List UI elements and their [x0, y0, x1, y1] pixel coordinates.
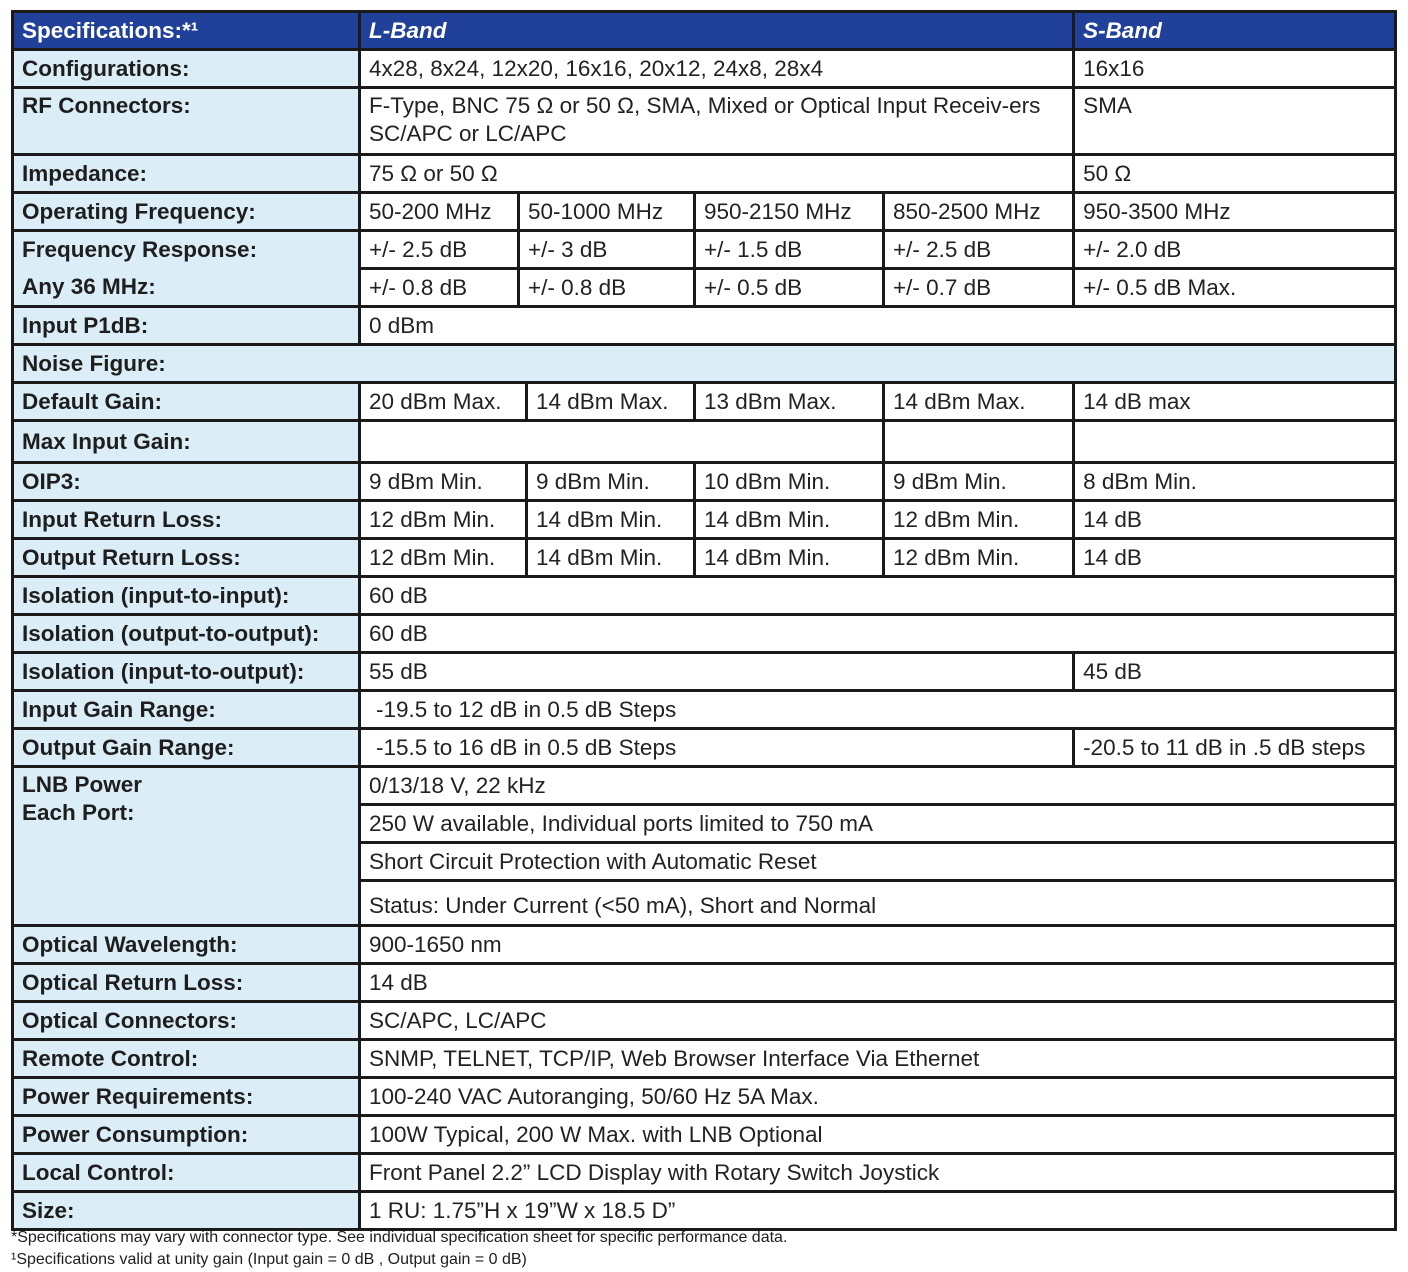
value-cell: 60 dB — [360, 577, 1396, 615]
row-label: Optical Connectors: — [13, 1002, 360, 1040]
value-cell: -19.5 to 12 dB in 0.5 dB Steps — [360, 691, 1396, 729]
value-cell: 100-240 VAC Autoranging, 50/60 Hz 5A Max. — [360, 1078, 1396, 1116]
row-label: RF Connectors: — [13, 88, 360, 155]
value-cell: +/- 0.8 dB — [519, 269, 695, 307]
row-label: Max Input Gain: — [13, 421, 360, 463]
value-cell: 50-1000 MHz — [519, 193, 695, 231]
row-label: Remote Control: — [13, 1040, 360, 1078]
table-row — [13, 307, 1396, 345]
value-cell: 14 dBm Max. — [884, 383, 1074, 421]
value-cell: 0 dBm — [360, 307, 1396, 345]
l-band-value: 4x28, 8x24, 12x20, 16x16, 20x12, 24x8, 28x4 — [360, 50, 1074, 88]
row-label: Input Return Loss: — [13, 501, 360, 539]
row-label: Optical Return Loss: — [13, 964, 360, 1002]
value-cell: 900-1650 nm — [360, 926, 1396, 964]
table-row — [13, 501, 1396, 539]
value-cell — [884, 421, 1074, 463]
table-row — [13, 767, 1396, 805]
value-cell: 12 dBm Min. — [884, 501, 1074, 539]
value-cell: 20 dBm Max. — [360, 383, 527, 421]
footnote: *Specifications may vary with connector type. See individual specification sheet for specific performance data. — [11, 1229, 788, 1246]
table-row — [13, 577, 1396, 615]
l-band-value: -15.5 to 16 dB in 0.5 dB Steps — [360, 729, 1074, 767]
table-row — [13, 463, 1396, 501]
value-cell: +/- 0.5 dB — [695, 269, 884, 307]
row-label: Isolation (input-to-input): — [13, 577, 360, 615]
value-cell: 9 dBm Min. — [360, 463, 527, 501]
value-cell: 950-3500 MHz — [1074, 193, 1396, 231]
table-row — [13, 729, 1396, 767]
l-band-value: 75 Ω or 50 Ω — [360, 155, 1074, 193]
table-row — [13, 539, 1396, 577]
row-label: Local Control: — [13, 1154, 360, 1192]
value-cell: 850-2500 MHz — [884, 193, 1074, 231]
table-row — [13, 1002, 1396, 1040]
value-cell: 14 dBm Max. — [527, 383, 695, 421]
value-cell: 13 dBm Max. — [695, 383, 884, 421]
value-cell: 14 dB — [1074, 501, 1396, 539]
table-row — [13, 193, 1396, 231]
row-label: Optical Wavelength: — [13, 926, 360, 964]
value-cell: +/- 0.8 dB — [360, 269, 519, 307]
s-band-value: -20.5 to 11 dB in .5 dB steps — [1074, 729, 1396, 767]
row-label: Output Gain Range: — [13, 729, 360, 767]
row-label: Input P1dB: — [13, 307, 360, 345]
row-label: Noise Figure: — [13, 345, 1396, 383]
table-row — [13, 926, 1396, 964]
value-cell: 14 dBm Min. — [695, 539, 884, 577]
row-label: Operating Frequency: — [13, 193, 360, 231]
value-cell: +/- 2.0 dB — [1074, 231, 1396, 269]
row-label: Size: — [13, 1192, 360, 1230]
table-row — [13, 1192, 1396, 1230]
s-band-value: SMA — [1074, 88, 1396, 155]
l-band-value: F-Type, BNC 75 Ω or 50 Ω, SMA, Mixed or Optical Input Receiv-ers SC/APC or LC/APC — [360, 88, 1074, 155]
row-label: Power Requirements: — [13, 1078, 360, 1116]
l-band-value: 55 dB — [360, 653, 1074, 691]
s-band-value: 50 Ω — [1074, 155, 1396, 193]
value-cell: 14 dBm Min. — [527, 539, 695, 577]
lnb-power-label — [13, 767, 360, 926]
row-label: Isolation (input-to-output): — [13, 653, 360, 691]
value-cell: 12 dBm Min. — [360, 501, 527, 539]
table-row — [13, 231, 1396, 269]
table-row — [13, 383, 1396, 421]
table-row — [13, 1116, 1396, 1154]
table-row — [13, 421, 1396, 463]
row-label: Isolation (output-to-output): — [13, 615, 360, 653]
value-cell — [1074, 421, 1396, 463]
row-label: Input Gain Range: — [13, 691, 360, 729]
footnote: ¹Specifications valid at unity gain (Input gain = 0 dB , Output gain = 0 dB) — [11, 1251, 527, 1268]
value-cell: 14 dB max — [1074, 383, 1396, 421]
value-cell: 9 dBm Min. — [884, 463, 1074, 501]
row-label: Output Return Loss: — [13, 539, 360, 577]
table-row — [13, 1078, 1396, 1116]
value-cell: 60 dB — [360, 615, 1396, 653]
table-row — [13, 964, 1396, 1002]
value-cell: +/- 0.5 dB Max. — [1074, 269, 1396, 307]
table-row — [13, 1040, 1396, 1078]
value-cell: +/- 2.5 dB — [884, 231, 1074, 269]
s-band-header: S-Band — [1074, 12, 1396, 50]
value-cell: +/- 1.5 dB — [695, 231, 884, 269]
table-row — [13, 615, 1396, 653]
value-cell: 14 dBm Min. — [527, 501, 695, 539]
value-cell: 50-200 MHz — [360, 193, 519, 231]
table-row — [13, 653, 1396, 691]
specifications-table — [11, 10, 1397, 1231]
s-band-value: 16x16 — [1074, 50, 1396, 88]
l-band-header: L-Band — [360, 12, 1074, 50]
value-cell: 12 dBm Min. — [884, 539, 1074, 577]
value-cell: +/- 2.5 dB — [360, 231, 519, 269]
row-label: Each Port: — [22, 800, 135, 825]
value-cell: Short Circuit Protection with Automatic Reset — [360, 843, 1396, 881]
value-cell: 14 dB — [360, 964, 1396, 1002]
footnotes — [11, 1227, 1396, 1271]
value-cell: SC/APC, LC/APC — [360, 1002, 1396, 1040]
value-cell: 14 dB — [1074, 539, 1396, 577]
table-row — [13, 1154, 1396, 1192]
table-header-row — [13, 12, 1396, 50]
value-cell: Status: Under Current (<50 mA), Short and Normal — [360, 881, 1396, 926]
value-cell: +/- 3 dB — [519, 231, 695, 269]
s-band-value: 45 dB — [1074, 653, 1396, 691]
table-row — [13, 88, 1396, 155]
row-label: Any 36 MHz: — [13, 269, 360, 307]
value-cell: 1 RU: 1.75”H x 19”W x 18.5 D” — [360, 1192, 1396, 1230]
row-label: Frequency Response: — [13, 231, 360, 269]
row-label: Impedance: — [13, 155, 360, 193]
row-label: Power Consumption: — [13, 1116, 360, 1154]
table-row — [13, 155, 1396, 193]
value-cell: +/- 0.7 dB — [884, 269, 1074, 307]
value-cell: 12 dBm Min. — [360, 539, 527, 577]
value-cell: 8 dBm Min. — [1074, 463, 1396, 501]
value-cell: 10 dBm Min. — [695, 463, 884, 501]
value-cell: SNMP, TELNET, TCP/IP, Web Browser Interface Via Ethernet — [360, 1040, 1396, 1078]
table-row — [13, 50, 1396, 88]
value-cell — [360, 421, 884, 463]
value-cell: 100W Typical, 200 W Max. with LNB Optional — [360, 1116, 1396, 1154]
row-label: Configurations: — [13, 50, 360, 88]
table-row — [13, 345, 1396, 383]
value-cell: 0/13/18 V, 22 kHz — [360, 767, 1396, 805]
row-label: OIP3: — [13, 463, 360, 501]
specifications-header: Specifications:*¹ — [13, 12, 360, 50]
table-row — [13, 691, 1396, 729]
value-cell: 250 W available, Individual ports limited to 750 mA — [360, 805, 1396, 843]
value-cell: Front Panel 2.2” LCD Display with Rotary Switch Joystick — [360, 1154, 1396, 1192]
value-cell: 950-2150 MHz — [695, 193, 884, 231]
table-row — [13, 269, 1396, 307]
value-cell: 9 dBm Min. — [527, 463, 695, 501]
value-cell: 14 dBm Min. — [695, 501, 884, 539]
row-label: LNB Power — [22, 772, 143, 797]
row-label: Default Gain: — [13, 383, 360, 421]
